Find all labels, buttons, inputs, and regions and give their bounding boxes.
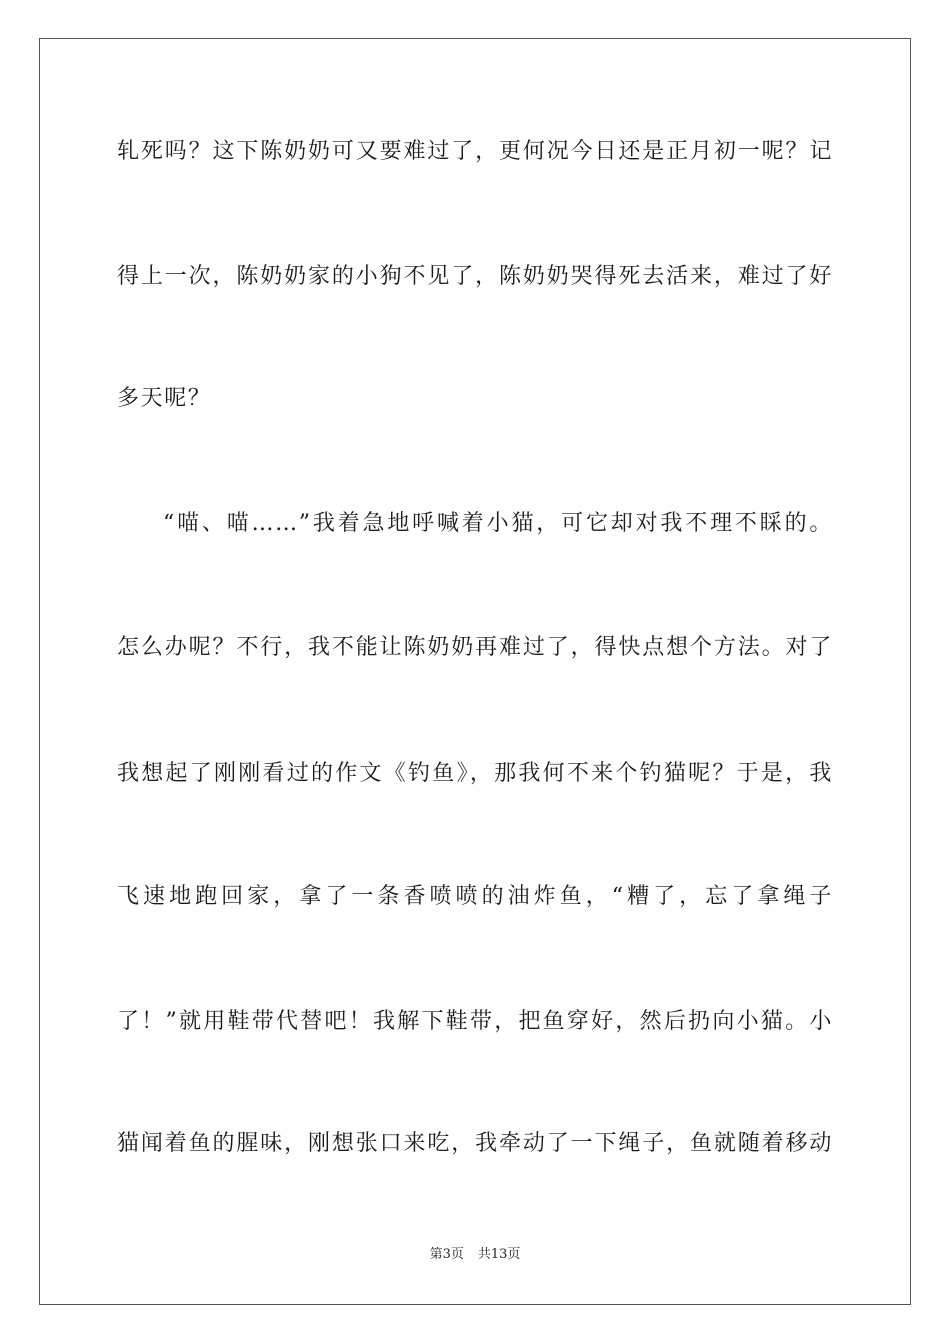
page-total: 共13页 xyxy=(477,1247,521,1262)
body-text-line: 猫闻着鱼的腥味，刚想张口来吃，我牵动了一下绳子，鱼就随着移动 xyxy=(117,1131,833,1156)
body-text-line: 怎么办呢？不行，我不能让陈奶奶再难过了，得快点想个方法。对了 xyxy=(117,635,833,660)
page-footer xyxy=(0,1246,950,1264)
body-text-line: 得上一次，陈奶奶家的小狗不见了，陈奶奶哭得死去活来，难过了好 xyxy=(117,264,833,289)
page-border xyxy=(39,38,911,1305)
page-number: 第3页 xyxy=(429,1247,464,1262)
body-text-line: 飞速地跑回家，拿了一条香喷喷的油炸鱼，“糟了，忘了拿绳子 xyxy=(117,884,833,909)
body-text-line: 多天呢？ xyxy=(117,386,212,411)
body-text-line: 轧死吗？这下陈奶奶可又要难过了，更何况今日还是正月初一呢？记 xyxy=(117,139,833,164)
body-text-line: “喵、喵……”我着急地呼喊着小猫，可它却对我不理不睬的。 xyxy=(163,511,833,536)
body-text-line: 我想起了刚刚看过的作文《钓鱼》，那我何不来个钓猫呢？于是，我 xyxy=(117,761,833,786)
body-text-line: 了！”就用鞋带代替吧！我解下鞋带，把鱼穿好，然后扔向小猫。小 xyxy=(117,1009,833,1034)
